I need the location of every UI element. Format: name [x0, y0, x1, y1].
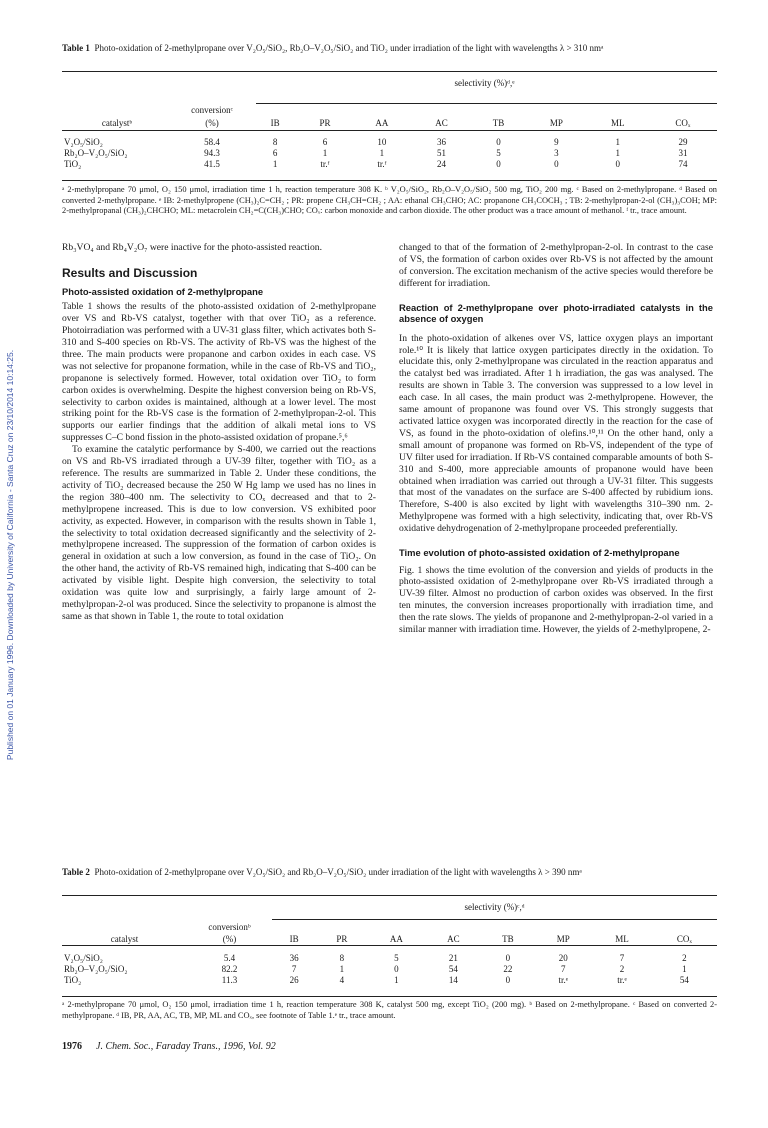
page-number: 1976 — [62, 1041, 82, 1052]
table-row — [62, 148, 717, 159]
table2-cell-conversion: 5.4 — [223, 953, 236, 963]
table1-caption — [62, 42, 717, 54]
left-column — [62, 242, 376, 623]
table2-col-mp: MP — [556, 933, 570, 944]
table1-col-ac: AC — [435, 117, 448, 128]
right-column — [399, 242, 713, 636]
table1-cell: 1 — [272, 159, 278, 169]
table2-col-ac: AC — [447, 933, 460, 944]
table1-cell: 5 — [496, 148, 501, 158]
table2-cell: 22 — [503, 964, 513, 974]
table1-caption-text: Photo-oxidation of 2-methylpropane over V₂O₅/SiO₂, Rb₂O–V₂O₅/SiO₂ and TiO₂ under irradiation of the light with wavelengths λ > 310 nmᵃ — [94, 43, 604, 53]
table1-cell-catalyst: TiO₂ — [64, 159, 82, 169]
table2-col-tb: TB — [502, 933, 514, 944]
table2-conversion-header: conversionᵇ — [208, 922, 251, 932]
table1-cell: 3 — [554, 148, 559, 158]
table-row — [62, 953, 717, 964]
table2-cell: 0 — [394, 964, 399, 974]
table2-cell: tr.ᵉ — [617, 975, 627, 985]
table1-footnote: ᵃ 2-methylpropane 70 μmol, O₂ 150 μmol, irradiation time 1 h, reaction temperature 308 K. ᵇ V₂O₅/SiO₂, Rb₂O–V₂O₅/SiO₂ 500 mg, TiO₂ 200 mg. ᶜ Based on 2-methylpropane. ᵈ Based on converted 2-methylpropane. ᵉ IB: 2-methylpropene (CH₃)₂C=CH₂ ; PR: propene CH₃CH=CH₂ ; AA: ethanal CH₃CHO; AC: propanone CH₃COCH₃ ; TB: 2-methylpropan-2-ol (CH₃)₃COH; MP: 2-methylpropanal (CH₃)₂CHCHO; ML: metacrolein CH₂=C(CH₃)CHO; COₓ: carbon monoxide and carbon dioxide. The other product was a trace amount of methanol. ᶠ tr., trace amount. — [62, 185, 717, 215]
table1-cell: 1 — [615, 148, 621, 158]
table1-cell: 1 — [615, 137, 621, 147]
table1-cell: 31 — [678, 148, 688, 158]
table2-cell: 2 — [619, 964, 625, 974]
page-footer — [62, 1041, 276, 1052]
table-row — [62, 964, 717, 975]
table2 — [62, 902, 717, 986]
subsection-heading: Photo-assisted oxidation of 2-methylpropane — [62, 285, 264, 297]
table1-cell: 74 — [678, 159, 688, 169]
body-paragraph: Table 1 shows the results of the photo-assisted oxidation of 2-methylpropane over VS and Rb-VS catalyst, together with that over TiO₂ as a reference. Photoirradiation was performed with a UV-31 glass filter, which activates both S-310 and S-400 species on Rb-VS. The activity of Rb-VS was the highest of the three. The main products were propanone and carbon oxides in each case. VS was not selective for propanone formation, while in the case of Rb-VS and TiO₂, propanone is selectively formed. However, total oxidation over TiO₂ to form carbon oxides is overwhelming. Despite the highest conversion being on Rb-VS, selectivity to carbon oxides is maintained, although at a lower level. The most striking point for the Rb-VS case is the formation of 2-methylpropan-2-ol. This supports our earlier findings that the addition of alkali metal ions to VS suppresses C–C bond fission in the photo-assisted oxidation of propane.⁵,⁶ — [62, 301, 376, 444]
table-row — [62, 159, 717, 170]
table1-cell: 1 — [379, 148, 385, 158]
table2-col-ib: IB — [289, 933, 299, 944]
table1-col-pr: PR — [319, 117, 331, 128]
table2-cell: 20 — [558, 953, 568, 963]
table1-cell: 1 — [322, 148, 328, 158]
table2-cell: 26 — [289, 975, 299, 985]
table2-caption — [62, 866, 717, 878]
journal-citation: J. Chem. Soc., Faraday Trans., 1996, Vol. 92 — [96, 1041, 276, 1052]
table1-cell: 0 — [554, 159, 559, 169]
table2-caption-text: Photo-oxidation of 2-methylpropane over V₂O₅/SiO₂ and Rb₂O–V₂O₅/SiO₂ under irradiation of the light with wavelengths λ > 390 nmᵃ — [94, 867, 582, 877]
table1-col-ml: ML — [611, 117, 625, 128]
table1-cell: 8 — [272, 137, 278, 147]
table1-col-ib: IB — [270, 117, 280, 128]
table1-col-aa: AA — [375, 117, 389, 128]
table2-cell: 14 — [448, 975, 458, 985]
table2-cell-conversion: 11.3 — [221, 975, 238, 985]
table2-label: Table 2 — [62, 867, 90, 877]
table1-cell: 24 — [437, 159, 447, 169]
table2-footnote: ᵃ 2-methylpropane 70 μmol, O₂ 150 μmol, irradiation time 1 h, reaction temperature 308 K, catalyst 500 mg, except TiO₂ (200 mg). ᵇ Based on 2-methylpropane. ᶜ Based on converted 2-methylpropane. ᵈ IB, PR, AA, AC, TB, MP, ML and COₓ, see footnote of Table 1.ᵉ tr., trace amount. — [62, 1000, 717, 1020]
download-notice-sidebar — [3, 160, 17, 950]
table1-cell-conversion: 58.4 — [204, 137, 220, 147]
table2-cell: 4 — [339, 975, 345, 985]
table2-cell: 54 — [448, 964, 458, 974]
table1-col-cox: COₓ — [675, 117, 691, 128]
table1-conversion-header: conversionᶜ — [191, 105, 233, 115]
subsection-heading: Time evolution of photo-assisted oxidation of 2-methylpropane — [399, 547, 680, 559]
table2-cell: 7 — [619, 953, 625, 963]
table1-cell-conversion: 41.5 — [204, 159, 220, 169]
section-heading: Results and Discussion — [62, 265, 198, 280]
table1-cell: 9 — [554, 137, 559, 147]
table1-cell-conversion: 94.3 — [204, 148, 220, 158]
table1-cell: 51 — [437, 148, 447, 158]
table2-cell: 8 — [339, 953, 345, 963]
table1-catalyst-header: catalystᵇ — [101, 117, 133, 128]
table2-top-rule — [62, 895, 717, 896]
table1-cell: tr.ᶠ — [377, 159, 387, 169]
table1-bottom-rule — [62, 180, 717, 181]
body-paragraph: In the photo-oxidation of alkenes over VS, lattice oxygen plays an important role.¹⁰ It is likely that lattice oxygen participates directly in the oxidation. To elucidate this, only 2-methylpropane was circulated in the reaction apparatus and the catalyst bed was irradiated. After 1 h irradiation, the gas was analysed. The results are shown in Table 3. The conversion was suppressed to a low level in each case. In all cases, the main product was 2-methylpropene. However, the same amount of propanone was found over VS. This strongly suggests that activated lattice oxygen was incorporated directly in the reaction for the case of VS, as found in the photo-oxidation of olefins.¹⁰,¹¹ On the other hand, only a small amount of propanone was formed on Rb-VS, independent of the type of UV filter used for irradiation. If Rb-VS contained comparable amounts of both S-310 and S-400, more appreciable amounts of propanone would have been obtained when irradiation was carried out through a UV-31 filter. This suggests that most of the vanadates on the surface are S-400 affected by rubidium ions. Therefore, S-400 is also excited by light with wavelengths 310–390 nm. 2-Methylpropene was formed with a high selectivity, indicating that, over Rb-VS oxidative dehydrogenation of 2-methylpropane proceeded preferentially. — [399, 332, 713, 535]
table1-cell: 0 — [615, 159, 621, 169]
table2-cell-catalyst: Rb₂O–V₂O₅/SiO₂ — [64, 964, 128, 974]
table2-catalyst-header: catalyst — [110, 933, 139, 944]
table2-cell-conversion: 82.2 — [221, 964, 238, 974]
table1-col-mp: MP — [549, 117, 563, 128]
table1-selectivity-header: selectivity (%)ᵈ,ᵉ — [454, 78, 515, 88]
table2-cell: tr.ᵉ — [558, 975, 569, 985]
table1-cell-catalyst: V₂O₅/SiO₂ — [64, 137, 103, 147]
table2-bottom-rule — [62, 996, 717, 997]
table1-cell: 10 — [377, 137, 387, 147]
table1-col-tb: TB — [492, 117, 505, 128]
table2-cell: 1 — [682, 964, 687, 974]
table2-cell: 7 — [561, 964, 566, 974]
table1-cell: 29 — [678, 137, 688, 147]
table2-cell: 54 — [679, 975, 689, 985]
table1-conversion-unit: (%) — [205, 117, 219, 128]
table1-cell: 0 — [496, 159, 501, 169]
table2-col-aa: AA — [389, 933, 403, 944]
body-paragraph: Fig. 1 shows the time evolution of the conversion and yields of products in the photo-assisted oxidation of 2-methylpropane over Rb-VS irradiated through a UV-39 filter. Almost no production of carbon oxides was observed. In the first ten minutes, the conversion increases proportionally with irradiation time, and then the rate slows. The yields of propanone and 2-methylpropan-2-ol varied in a similar manner with irradiation time. However, the yields of 2-methylpropene, 2- — [399, 564, 713, 636]
table1-cell: tr.ᶠ — [320, 159, 330, 169]
table1-label: Table 1 — [62, 43, 90, 53]
intro-paragraph: Rb₃VO₄ and Rb₄V₂O₇ were inactive for the photo-assisted reaction. — [62, 242, 322, 253]
table2-cell: 0 — [505, 975, 511, 985]
table2-cell-catalyst: V₂O₅/SiO₂ — [64, 953, 103, 963]
table2-col-pr: PR — [336, 933, 348, 944]
table2-cell-catalyst: TiO₂ — [64, 975, 82, 985]
table2-cell: 5 — [394, 953, 399, 963]
table2-cell: 21 — [448, 953, 458, 963]
table1-cell: 36 — [437, 137, 447, 147]
table1-cell-catalyst: Rb₂O–V₂O₅/SiO₂ — [64, 148, 128, 158]
table2-conversion-unit: (%) — [222, 933, 237, 944]
table2-cell: 0 — [505, 953, 511, 963]
table-row — [62, 975, 717, 986]
table2-cell: 1 — [339, 964, 345, 974]
table2-cell: 2 — [682, 953, 687, 963]
table1 — [62, 78, 717, 170]
table2-selectivity-header: selectivity (%)ᶜ,ᵈ — [464, 902, 525, 912]
table1-cell: 0 — [496, 137, 501, 147]
table1-cell: 6 — [322, 137, 328, 147]
table-row — [62, 137, 717, 148]
table2-col-ml: ML — [615, 933, 629, 944]
body-paragraph: To examine the catalytic performance by S-400, we carried out the reactions on VS and Rb-VS irradiated through a UV-39 filter, together with TiO₂ as a reference. The results are summarized in Table 2. Under these conditions, the activity of TiO₂ decreased because the 250 W Hg lamp we used has no lines in the region 380–400 nm. The selectivity to COₓ decreased and that to 2-methylpropene increased. This is due to low conversion. VS exhibited poor activity, as expected. However, in comparison with the results shown in Table 1, the selectivity to total oxidation decreased significantly and the selectivity of 2-methylpropene increased. The suppression of the formation of carbon oxides is general in oxidation at such a low conversion, as found in the case of TiO₂. On the other hand, the activity of Rb-VS remained high, indicating that S-400 can be activated by visible light. Despite high conversion, the selectivity to total oxidation was quite low and surprisingly, a fairly large amount of 2-methylpropan-2-ol was produced. Since the selectivity to propanone is almost the same as that shown in Table 1, the route to total oxidation — [62, 444, 376, 622]
table2-cell: 7 — [291, 964, 297, 974]
table2-col-cox: COₓ — [676, 933, 692, 944]
table2-cell: 1 — [394, 975, 399, 985]
table1-top-rule — [62, 71, 717, 72]
table2-cell: 36 — [289, 953, 299, 963]
download-notice-text: Published on 01 January 1996. Downloaded by University of California - Santa Cruz on 23/10/2014 10:14:25. — [5, 349, 15, 761]
subsection-heading: Reaction of 2-methylpropane over photo-irradiated catalysts in the absence of oxygen — [399, 301, 713, 325]
table1-cell: 6 — [272, 148, 278, 158]
body-paragraph: changed to that of the formation of 2-methylpropan-2-ol. In contrast to the case of VS, the formation of carbon oxides over Rb-VS is not affected by the amount of conversion. The excitation mechanism of the active species would therefore be different for irradiation. — [399, 242, 713, 289]
